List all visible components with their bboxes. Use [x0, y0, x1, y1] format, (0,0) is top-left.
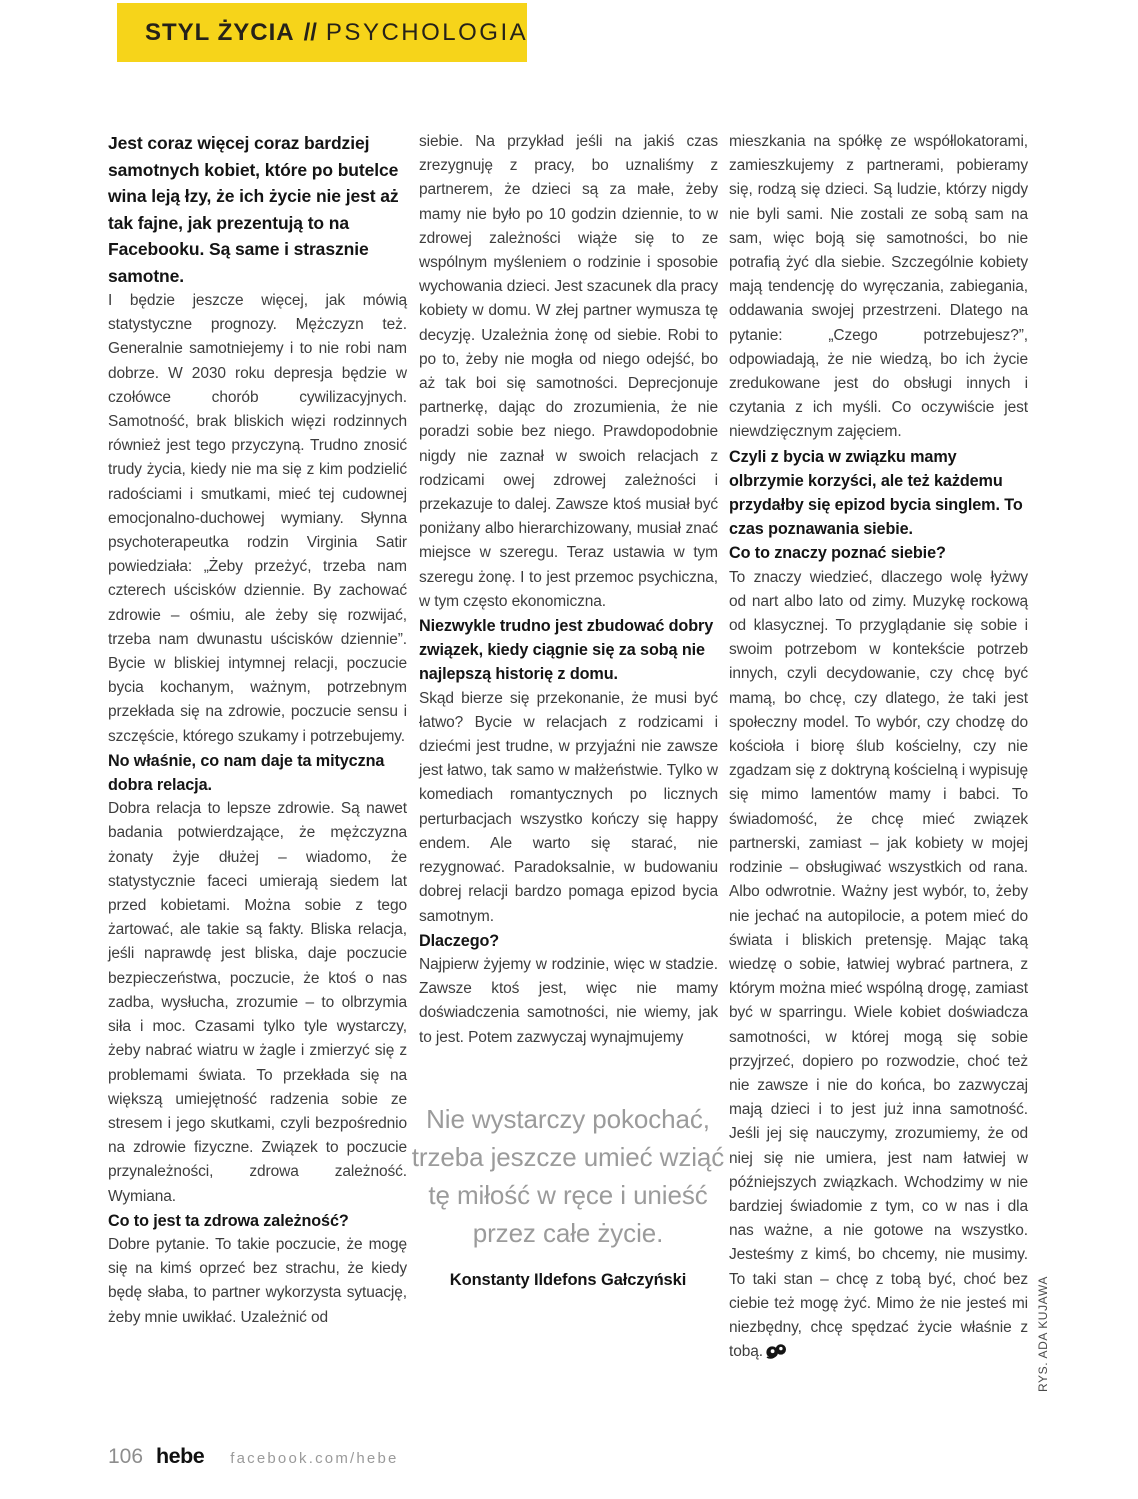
end-mark-icon — [766, 1343, 787, 1367]
article-column-1 — [108, 130, 407, 1330]
subhead: Co to znaczy poznać siebie? — [729, 544, 946, 563]
subhead: Czyli z bycia w związku mamy olbrzymie korzyści, ale też każdemu przydałby się epizod bycia singlem. To czas poznawania siebie. — [729, 447, 1023, 539]
footer-url: facebook.com/hebe — [230, 1450, 399, 1467]
subhead: Dlaczego? — [419, 931, 500, 950]
section-kicker — [117, 3, 527, 62]
body-paragraph: Skąd bierze się przekonanie, że musi być łatwo? Bycie w relacjach z rodzicami i dziećmi jest trudne, w przyjaźni nie zawsze jest łatwo, tak samo w małżeństwie. Tylko w komediach romantycznych po licznych perturbacjach wszystko kończy się happy endem. Ale warto się starać, nie rezygnować. Paradoksalnie, w budowaniu dobrej relacji bardzo pomaga epizod bycia samotnym. — [419, 689, 718, 925]
body-paragraph — [729, 566, 1028, 1368]
pull-quote — [407, 1100, 729, 1292]
page-footer — [108, 1444, 399, 1469]
page-number: 106 — [108, 1445, 144, 1468]
body-paragraph: I będzie jeszcze więcej, jak mówią statystyczne prognozy. Mężczyzn też. Generalnie samotniejemy i to nie robi nam dobrze. W 2030 roku depresja będzie w czołówce chorób cywilizacyjnych. Samotność, brak bliskich więzi rodzinnych również jest tego przyczyną. Trudno znosić trudy życia, kiedy nie ma się z kim podzielić radościami i smutkami, mieć tej cudownej emocjonalno-duchowej wymiany. Słynna psychoterapeutka rodzin Virginia Satir powiedziała: „Żeby przeżyć, trzeba nam czterech uścisków dziennie. By zachować zdrowie – ośmiu, ale żeby się rozwijać, trzeba nam dwunastu uścisków dziennie”. Bycie w bliskiej intymnej relacji, poczucie bycia kochanym, ważnym, potrzebnym przekłada się na zdrowie, poczucie sensu i szczęście, którego szukamy i potrzebujemy. — [108, 292, 407, 745]
body-paragraph-text: To znaczy wiedzieć, dlaczego wolę łyżwy od nart albo lato od zimy. Muzykę rockową od klasycznej. To przyglądanie się sobie i swoim potrzebom w kontekście potrzeb innych, czyli decydowanie, czy chcę być mamą, bo chcę, czy dlatego, że taki jest społeczny model. To wybór, czy chodzę do kościoła i biorę ślub kościelny, czy nie zgadzam się z doktryną kościelną i wypisuję się mimo lamentów mamy i babci. To świadomość, że chcę mieć związek partnerski, zamiast – jak kobiety w mojej rodzinie – obsługiwać wszystkich od rana. Albo odwrotnie. Ważny jest wybór, to, żeby nie jechać na autopilocie, a potem mieć do świata i bliskich pretensję. Mając taką wiedzę o sobie, łatwiej wybrać partnera, z którym można mieć wspólną drogę, zamiast być w sparringu. Wiele kobiet doświadcza samotności, w której mogą się sobie przyjrzeć, dopiero po rozwodzie, choć też nie zawsze i nie do końca, bo zazwyczaj mają dzieci i to jest już inna samotność. Jeśli jej się nauczymy, zrozumiemy, że od niej się nie umiera, jest nam łatwiej w późniejszych związkach. Wchodzimy w nie bardziej świadomie z tym, co w nas i dla nas ważne, a nie gotowe na wszystko. Jesteśmy z kimś, bo chcemy, nie musimy. To taki stan – chcę z tobą być, choć bez ciebie też mogę żyć. Mimo że nie jesteś mi niezbędny, chcę spędzać życie właśnie z tobą. — [729, 568, 1028, 1361]
kicker-separator: // — [303, 18, 317, 46]
pull-quote-author: Konstanty Ildefons Gałczyński — [449, 1270, 687, 1289]
lead-paragraph: Jest coraz więcej coraz bardziej samotnych kobiet, które po butelce wina leją łzy, że ich życie nie jest aż tak fajne, jak prezentują to na Facebooku. Są same i strasznie samotne. — [108, 133, 399, 286]
brand-logo: hebe — [156, 1444, 205, 1468]
body-paragraph: Dobre pytanie. To takie poczucie, że mogę się na kimś oprzeć bez strachu, że kiedy będę słaba, to partner wykorzysta sytuację, żeby mnie uwikłać. Uzależnić od — [108, 1235, 407, 1326]
body-paragraph: Dobra relacja to lepsze zdrowie. Są nawet badania potwierdzające, że mężczyzna żonaty żyje dłużej – wiadomo, że statystycznie faceci umierają siedem lat przed kobietami. Można sobie z tego żartować, ale takie są fakty. Bliska relacja, jeśli naprawdę jest bliska, daje poczucie bezpieczeństwa, poczucie, że ktoś o nas zadba, wysłucha, zrozumie – to olbrzymia siła i moc. Czasami tylko tyle wystarczy, żeby nabrać wiatru w żagle i zmierzyć się z problemami świata. To przekłada się na większą umiejętność radzenia sobie ze stresem i jego skutkami, czyli bezpośrednio na zdrowie fizyczne. Związek to poczucie przynależności, zdrowa zależność. Wymiana. — [108, 800, 407, 1205]
body-paragraph: siebie. Na przykład jeśli na jakiś czas zrezygnuję z pracy, bo uznaliśmy z partnerem, że dzieci są za małe, żeby mamy nie było po 10 godzin dziennie, to w zdrowej zależności wiąże się to ze wspólnym myśleniem o rodzinie i sposobie wychowania dzieci. Jest szacunek dla pracy kobiety w domu. W złej partner wymusza tę decyzję. Uzależnia żonę od siebie. Robi to po to, żeby nie mogła od niego odejść, bo aż tak boi się samotności. Deprecjonuje partnerkę, dając do zrozumienia, że nie poradzi sobie bez niego. Prawdopodobnie nigdy nie zaznał w swoich relacjach z rodzicami owej zdrowej zależności i przekazuje to dalej. Zawsze ktoś musiał być poniżany albo hierarchizowany, musiał znać miejsce w szeregu. Teraz ustawia w tym szeregu żonę. I to jest przemoc psychiczna, w tym często ekonomiczna. — [419, 133, 718, 610]
illustration-credit: RYS. ADA KUJAWA — [1036, 1276, 1050, 1392]
topic-label: PSYCHOLOGIA — [325, 18, 529, 46]
body-paragraph: Najpierw żyjemy w rodzinie, więc w stadzie. Zawsze ktoś jest, więc nie mamy doświadczenia samotności, nie wiemy, jak to jest. Potem zazwyczaj wynajmujemy — [419, 955, 718, 1046]
subhead: Co to jest ta zdrowa zależność? — [108, 1211, 349, 1230]
article-column-2 — [411, 130, 725, 1292]
subhead: Niezwykle trudno jest zbudować dobry związek, kiedy ciągnie się za sobą nie najlepszą historię z domu. — [419, 617, 714, 684]
article-column-3 — [729, 130, 1028, 1367]
pull-quote-text: Nie wystarczy pokochać, trzeba jeszcze umieć wziąć tę miłość w ręce i unieść przez całe życie. — [411, 1103, 725, 1248]
body-paragraph: mieszkania na spółkę ze współlokatorami, zamieszkujemy z partnerami, pobieramy się, rodzą się dzieci. Są ludzie, którzy nigdy nie byli sami. Nie zostali ze sobą sam na sam, więc boją się samotności, bo nie potrafią żyć dla siebie. Szczególnie kobiety mają tendencję do wyręczania, zabiegania, oddawania swojej przestrzeni. Dlatego na pytanie: „Czego potrzebujesz?”, odpowiadają, że nie wiedzą, bo ich życie zredukowane jest do obsługi innych i czytania z ich myśli. Co oczywiście jest niewdzięcznym zajęciem. — [729, 133, 1028, 441]
subhead: No właśnie, co nam daje ta mityczna dobra relacja. — [108, 751, 385, 795]
section-label: STYL ŻYCIA — [145, 18, 295, 46]
